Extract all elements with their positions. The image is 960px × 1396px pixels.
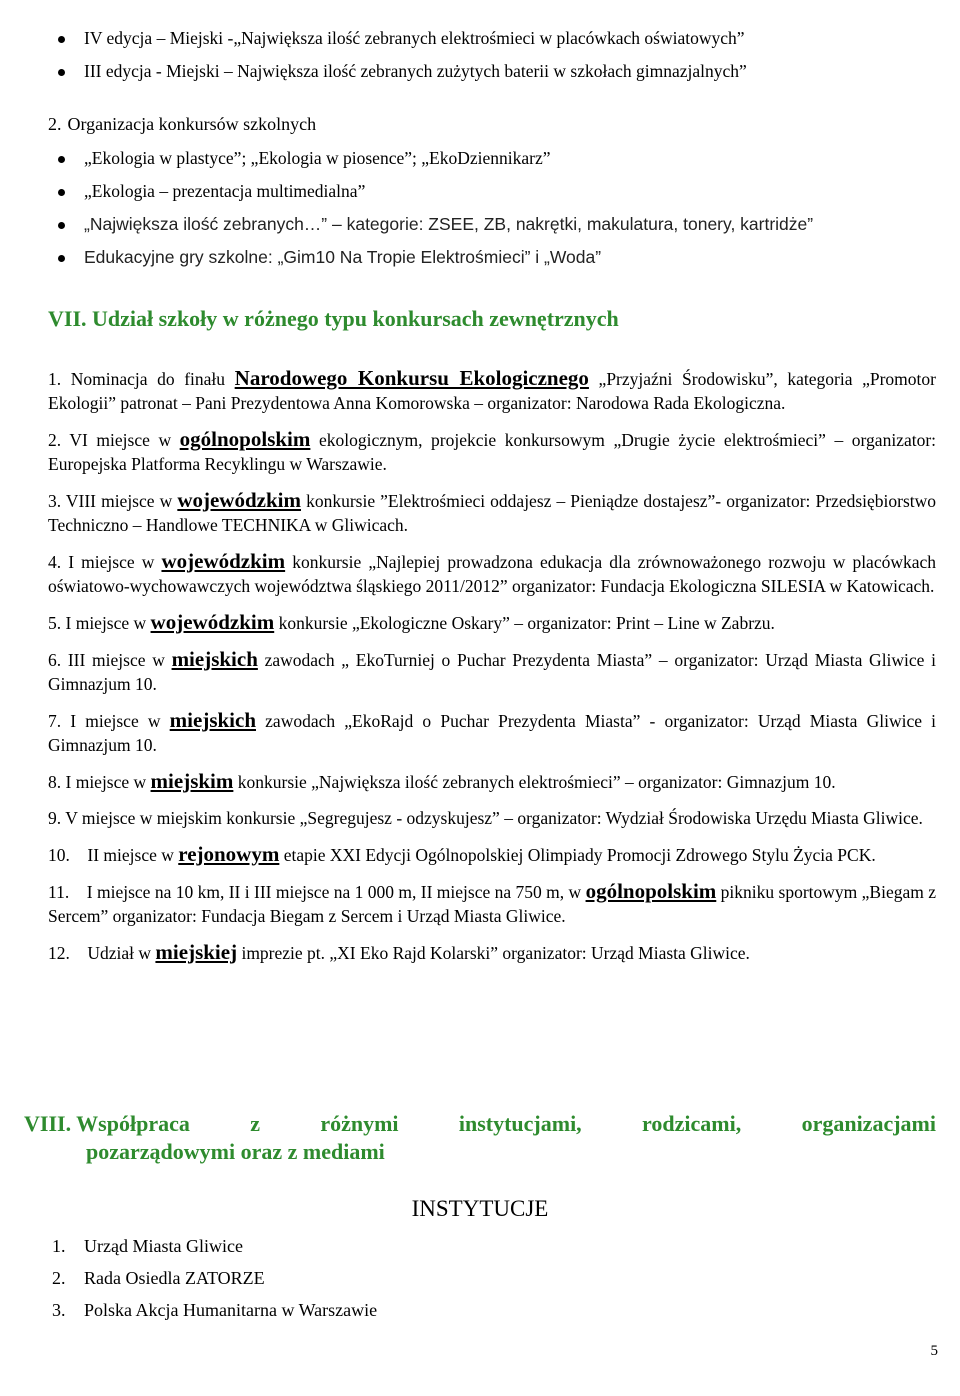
section-heading-viii <box>24 1110 936 1166</box>
section-heading-vii: VII. Udział szkoły w różnego typu konkursach zewnętrznych <box>48 306 619 331</box>
list-item: „Ekologia – prezentacja multimedialna” <box>58 175 940 208</box>
section-heading-school-contests <box>48 114 316 135</box>
list-item: 3. Polska Akcja Humanitarna w Warszawie <box>52 1300 378 1320</box>
heading-word: rodzicami, <box>642 1111 742 1136</box>
list-item: „Ekologia w plastyce”; „Ekologia w piosence”; „EkoDziennikarz” <box>58 142 940 175</box>
list-item: 7. I miejsce w miejskich zawodach „EkoRajd o Puchar Prezydenta Miasta” - organizator: Urząd Miasta Gliwice i Gimnazjum 10. <box>48 708 936 755</box>
list-item: „Największa ilość zebranych…” – kategorie: ZSEE, ZB, nakrętki, makulatura, tonery, kartridże” <box>58 208 940 241</box>
list-item: III edycja - Miejski – Największa ilość zebranych zużytych baterii w szkołach gimnazjalnych” <box>58 55 940 88</box>
list-item: 12. Udział w miejskiej imprezie pt. „XI Eko Rajd Kolarski” organizator: Urząd Miasta Gliwice. <box>48 940 750 964</box>
heading-text: Organizacja konkursów szkolnych <box>67 114 317 134</box>
list-item: 9. V miejsce w miejskim konkursie „Segregujesz - odzyskujesz” – organizator: Wydział Środowiska Urzędu Miasta Gliwice. <box>48 808 923 828</box>
page-number: 5 <box>930 1343 938 1359</box>
heading-word: różnymi <box>320 1111 399 1136</box>
heading-word: instytucjami, <box>458 1111 582 1136</box>
heading-word: organizacjami <box>801 1111 936 1136</box>
list-item: 10. II miejsce w rejonowym etapie XXI Edycji Ogólnopolskiej Olimpiady Promocji Zdrowego Stylu Życia PCK. <box>48 842 876 866</box>
heading-line-2: pozarządowymi oraz z mediami <box>86 1139 385 1164</box>
heading-word: z <box>250 1111 260 1136</box>
list-item: 2. Rada Osiedla ZATORZE <box>52 1268 265 1288</box>
list-item: 4. I miejsce w wojewódzkim konkursie „Najlepiej prowadzona edukacja dla zrównoważonego rozwoju w placówkach oświatowo-wychowawczych województwa śląskiego 2011/2012” organizator: Fundacja Ekologiczna SILESIA w Katowicach. <box>48 549 937 596</box>
list-item: 5. I miejsce w wojewódzkim konkursie „Ekologiczne Oskary” – organizator: Print – Line w Zabrzu. <box>48 610 775 634</box>
list-item: 1. Urząd Miasta Gliwice <box>52 1236 243 1256</box>
list-item: 11. I miejsce na 10 km, II i III miejsce na 1 000 m, II miejsce na 750 m, w ogólnopolskim pikniku sportowym „Biegam z Sercem” organizator: Fundacja Biegam z Sercem i Urząd Miasta Gliwice. <box>48 879 937 926</box>
external-contests-list <box>48 366 936 977</box>
list-item: 2. VI miejsce w ogólnopolskim ekologicznym, projekcie konkursowym „Drugie życie elektrośmieci” – organizator: Europejska Platforma Recyklingu w Warszawie. <box>48 427 937 474</box>
institutions-list <box>52 1230 377 1326</box>
list-item: 8. I miejsce w miejskim konkursie „Największa ilość zebranych elektrośmieci” – organizator: Gimnazjum 10. <box>48 769 836 793</box>
list-item: 3. VIII miejsce w wojewódzkim konkursie ”Elektrośmieci oddajesz – Pieniądze dostajesz”- organizator: Przedsiębiorstwo Techniczno – Handlowe TECHNIKA w Gliwicach. <box>48 488 937 535</box>
list-item: Edukacyjne gry szkolne: „Gim10 Na Tropie Elektrośmieci” i „Woda” <box>58 241 940 274</box>
list-item: 6. III miejsce w miejskich zawodach „ EkoTurniej o Puchar Prezydenta Miasta” – organizator: Urząd Miasta Gliwice i Gimnazjum 10. <box>48 647 937 694</box>
heading-number: 2. <box>48 114 62 134</box>
top-bullet-list <box>58 22 940 88</box>
heading-word: VIII. Współpraca <box>24 1111 190 1136</box>
list-item: IV edycja – Miejski -„Największa ilość zebranych elektrośmieci w placówkach oświatowych” <box>58 22 940 55</box>
institutions-heading: INSTYTUCJE <box>411 1196 549 1221</box>
list-item: 1. Nominacja do finału Narodowego Konkursu Ekologicznego „Przyjaźni Środowisku”, kategoria „Promotor Ekologii” patronat – Pani Prezydentowa Anna Komorowska – organizator: Narodowa Rada Ekologiczna. <box>48 366 936 413</box>
school-contests-list <box>58 142 940 274</box>
